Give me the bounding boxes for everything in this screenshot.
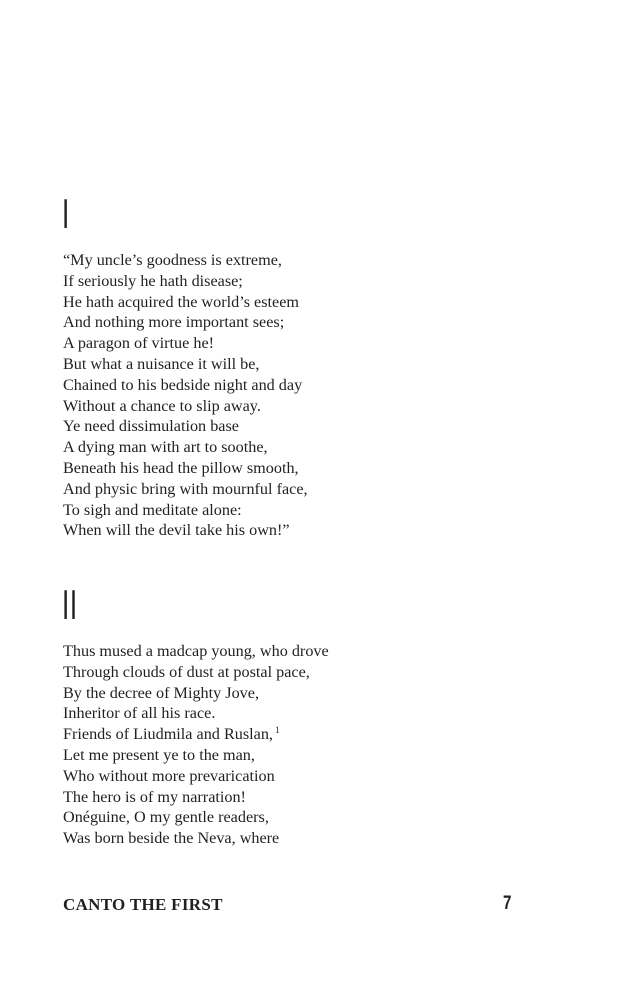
verse-line-with-footnote [63,724,329,745]
verse-line: To sigh and meditate alone: [63,500,242,519]
verse-line: Who without more prevarication [63,766,275,785]
verse-line: “My uncle’s goodness is extreme, [63,251,282,269]
verse-line: Was born beside the Neva, where [63,829,280,848]
verse-line: And physic bring with mournful face, [63,479,308,498]
verse-line: And nothing more important sees; [63,313,285,332]
verse-line: Chained to his bedside night and day [63,375,303,394]
verse-line-text: Friends of Liudmila and Ruslan, [63,725,273,744]
verse-line: If seriously he hath disease; [63,271,243,290]
verse-line: Onéguine, O my gentle readers, [63,808,269,827]
stanza-1 [63,250,308,541]
verse-line: Beneath his head the pillow smooth, [63,458,299,477]
verse-line: Through clouds of dust at postal pace, [63,662,310,681]
verse-line: The hero is of my narration! [63,787,246,806]
verse-line: He hath acquired the world’s esteem [63,292,299,311]
stanza-numeral: I [62,190,70,237]
footnote-marker[interactable]: 1 [274,725,280,736]
verse-line: A paragon of virtue he! [63,334,215,353]
verse-line: But what a nuisance it will be, [63,354,260,373]
verse-line: Without a chance to slip away. [63,396,261,415]
stanza-numeral: II [62,581,78,628]
verse-line: A dying man with art to soothe, [63,438,268,457]
stanza-2 [63,641,329,849]
verse-line: Ye need dissimulation base [63,417,239,436]
verse-line: Inheritor of all his race. [63,704,216,723]
verse-line: When will the devil take his own!” [63,521,290,540]
verse-line: Let me present ye to the man, [63,745,255,764]
verse-line: Thus mused a madcap young, who drove [63,642,329,660]
running-title: CANTO THE FIRST [63,895,223,914]
page-number: 7 [503,893,512,914]
verse-line: By the decree of Mighty Jove, [63,683,259,702]
